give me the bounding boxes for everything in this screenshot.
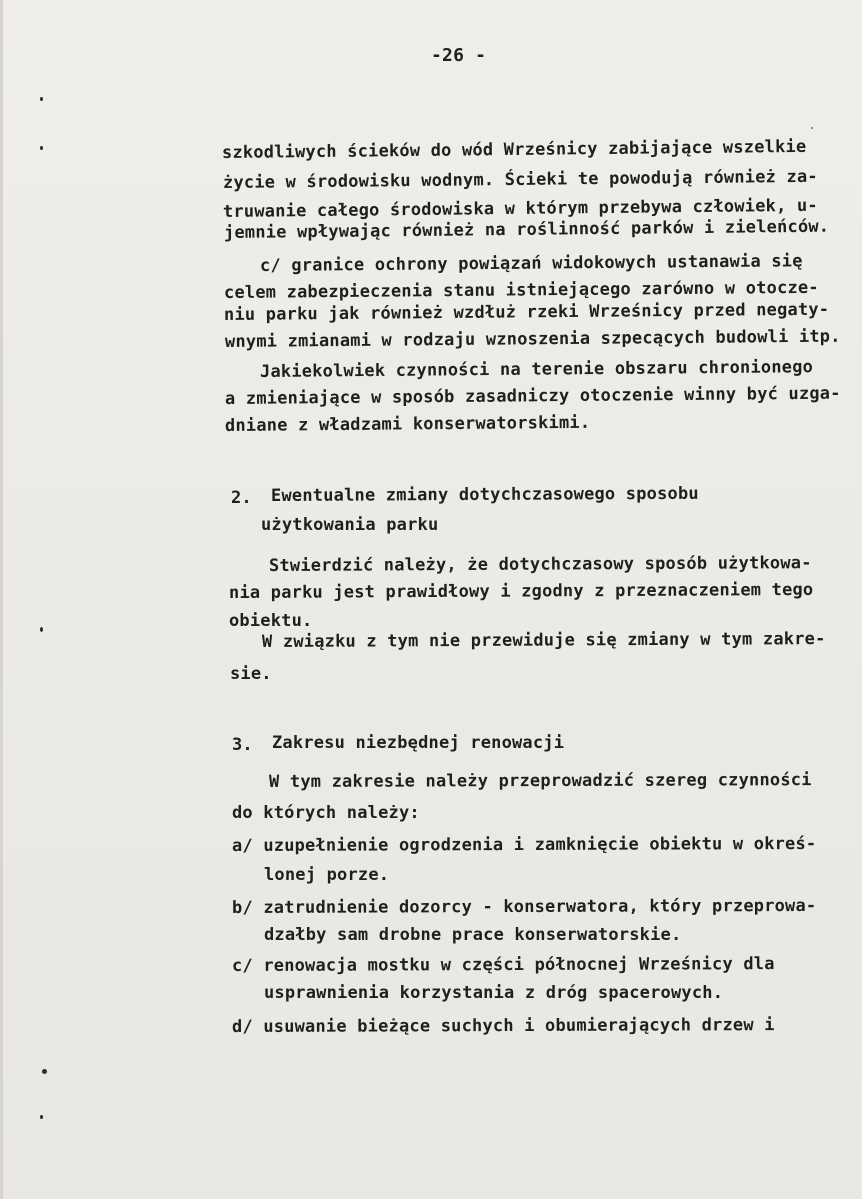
section-heading: Zakresu niezbędnej renowacji <box>272 733 565 753</box>
text-line: wnymi zmianami w rodzaju wznoszenia szpecących budowli itp. <box>224 326 841 352</box>
scan-speck <box>42 1069 47 1074</box>
list-item: c/ renowacja mostku w części północnej Wrześnicy dla <box>231 954 775 976</box>
scan-speck <box>811 127 813 129</box>
list-item-continuation: usprawnienia korzystania z dróg spacerowych. <box>264 983 724 1003</box>
section-heading: Ewentualne zmiany dotychczasowego sposobu <box>270 483 699 506</box>
text-line: życie w środowisku wodnym. Ścieki te powodują również za- <box>222 166 818 193</box>
section-number: 2. <box>231 488 252 508</box>
page-number: -26 - <box>431 45 487 66</box>
scan-speck <box>40 97 43 101</box>
scan-speck <box>40 627 43 632</box>
text-line: W tym zakresie należy przeprowadzić szereg czynności <box>268 770 812 792</box>
text-line: sie. <box>230 664 272 684</box>
text-line: a zmieniające w sposób zasadniczy otoczenie winny być uzga- <box>224 383 841 409</box>
text-line: jemnie wpływając również na roślinność parków i zieleńców. <box>223 216 830 243</box>
text-line: Stwierdzić należy, że dotychczasowy sposób użytkowa- <box>268 553 812 576</box>
text-line: szkodliwych ścieków do wód Wrześnicy zabijające wszelkie <box>221 136 807 163</box>
text-line: Jakiekolwiek czynności na terenie obszaru chronionego <box>259 357 814 382</box>
list-item: b/ zatrudnienie dozorcy - konserwatora, który przeprowa- <box>231 895 817 918</box>
text-line: W związku z tym nie przewiduje się zmiany w tym zakre- <box>261 629 826 652</box>
text-line: dniane z władzami konserwatorskimi. <box>224 412 591 436</box>
section-heading: użytkowania parku <box>261 515 439 535</box>
text-line: nia parku jest prawidłowy i zgodny z przeznaczeniem tego <box>228 579 814 603</box>
list-item: d/ usuwanie bieżące suchych i obumierających drzew i <box>231 1015 775 1037</box>
text-line: celem zabezpieczenia stanu istniejącego zarówno w otocze- <box>223 277 819 303</box>
text-line: obiektu. <box>229 611 313 631</box>
text-line: c/ granice ochrony powiązań widokowych ustanawia się <box>259 251 803 276</box>
list-item-continuation: lonej porze. <box>264 865 390 885</box>
text-line: niu parku jak również wzdłuż rzeki Wrześnicy przed negaty- <box>223 299 830 325</box>
list-item-continuation: dzałby sam drobne prace konserwatorskie. <box>264 925 682 945</box>
list-item: a/ uzupełnienie ogrodzenia i zamknięcie obiektu w okreś- <box>231 833 817 856</box>
text-line: truwanie całego środowiska w którym przebywa człowiek, u- <box>222 195 818 222</box>
scan-speck <box>40 146 43 150</box>
section-number: 3. <box>232 735 253 755</box>
scan-speck <box>40 1115 43 1119</box>
text-line: do których należy: <box>232 803 420 823</box>
